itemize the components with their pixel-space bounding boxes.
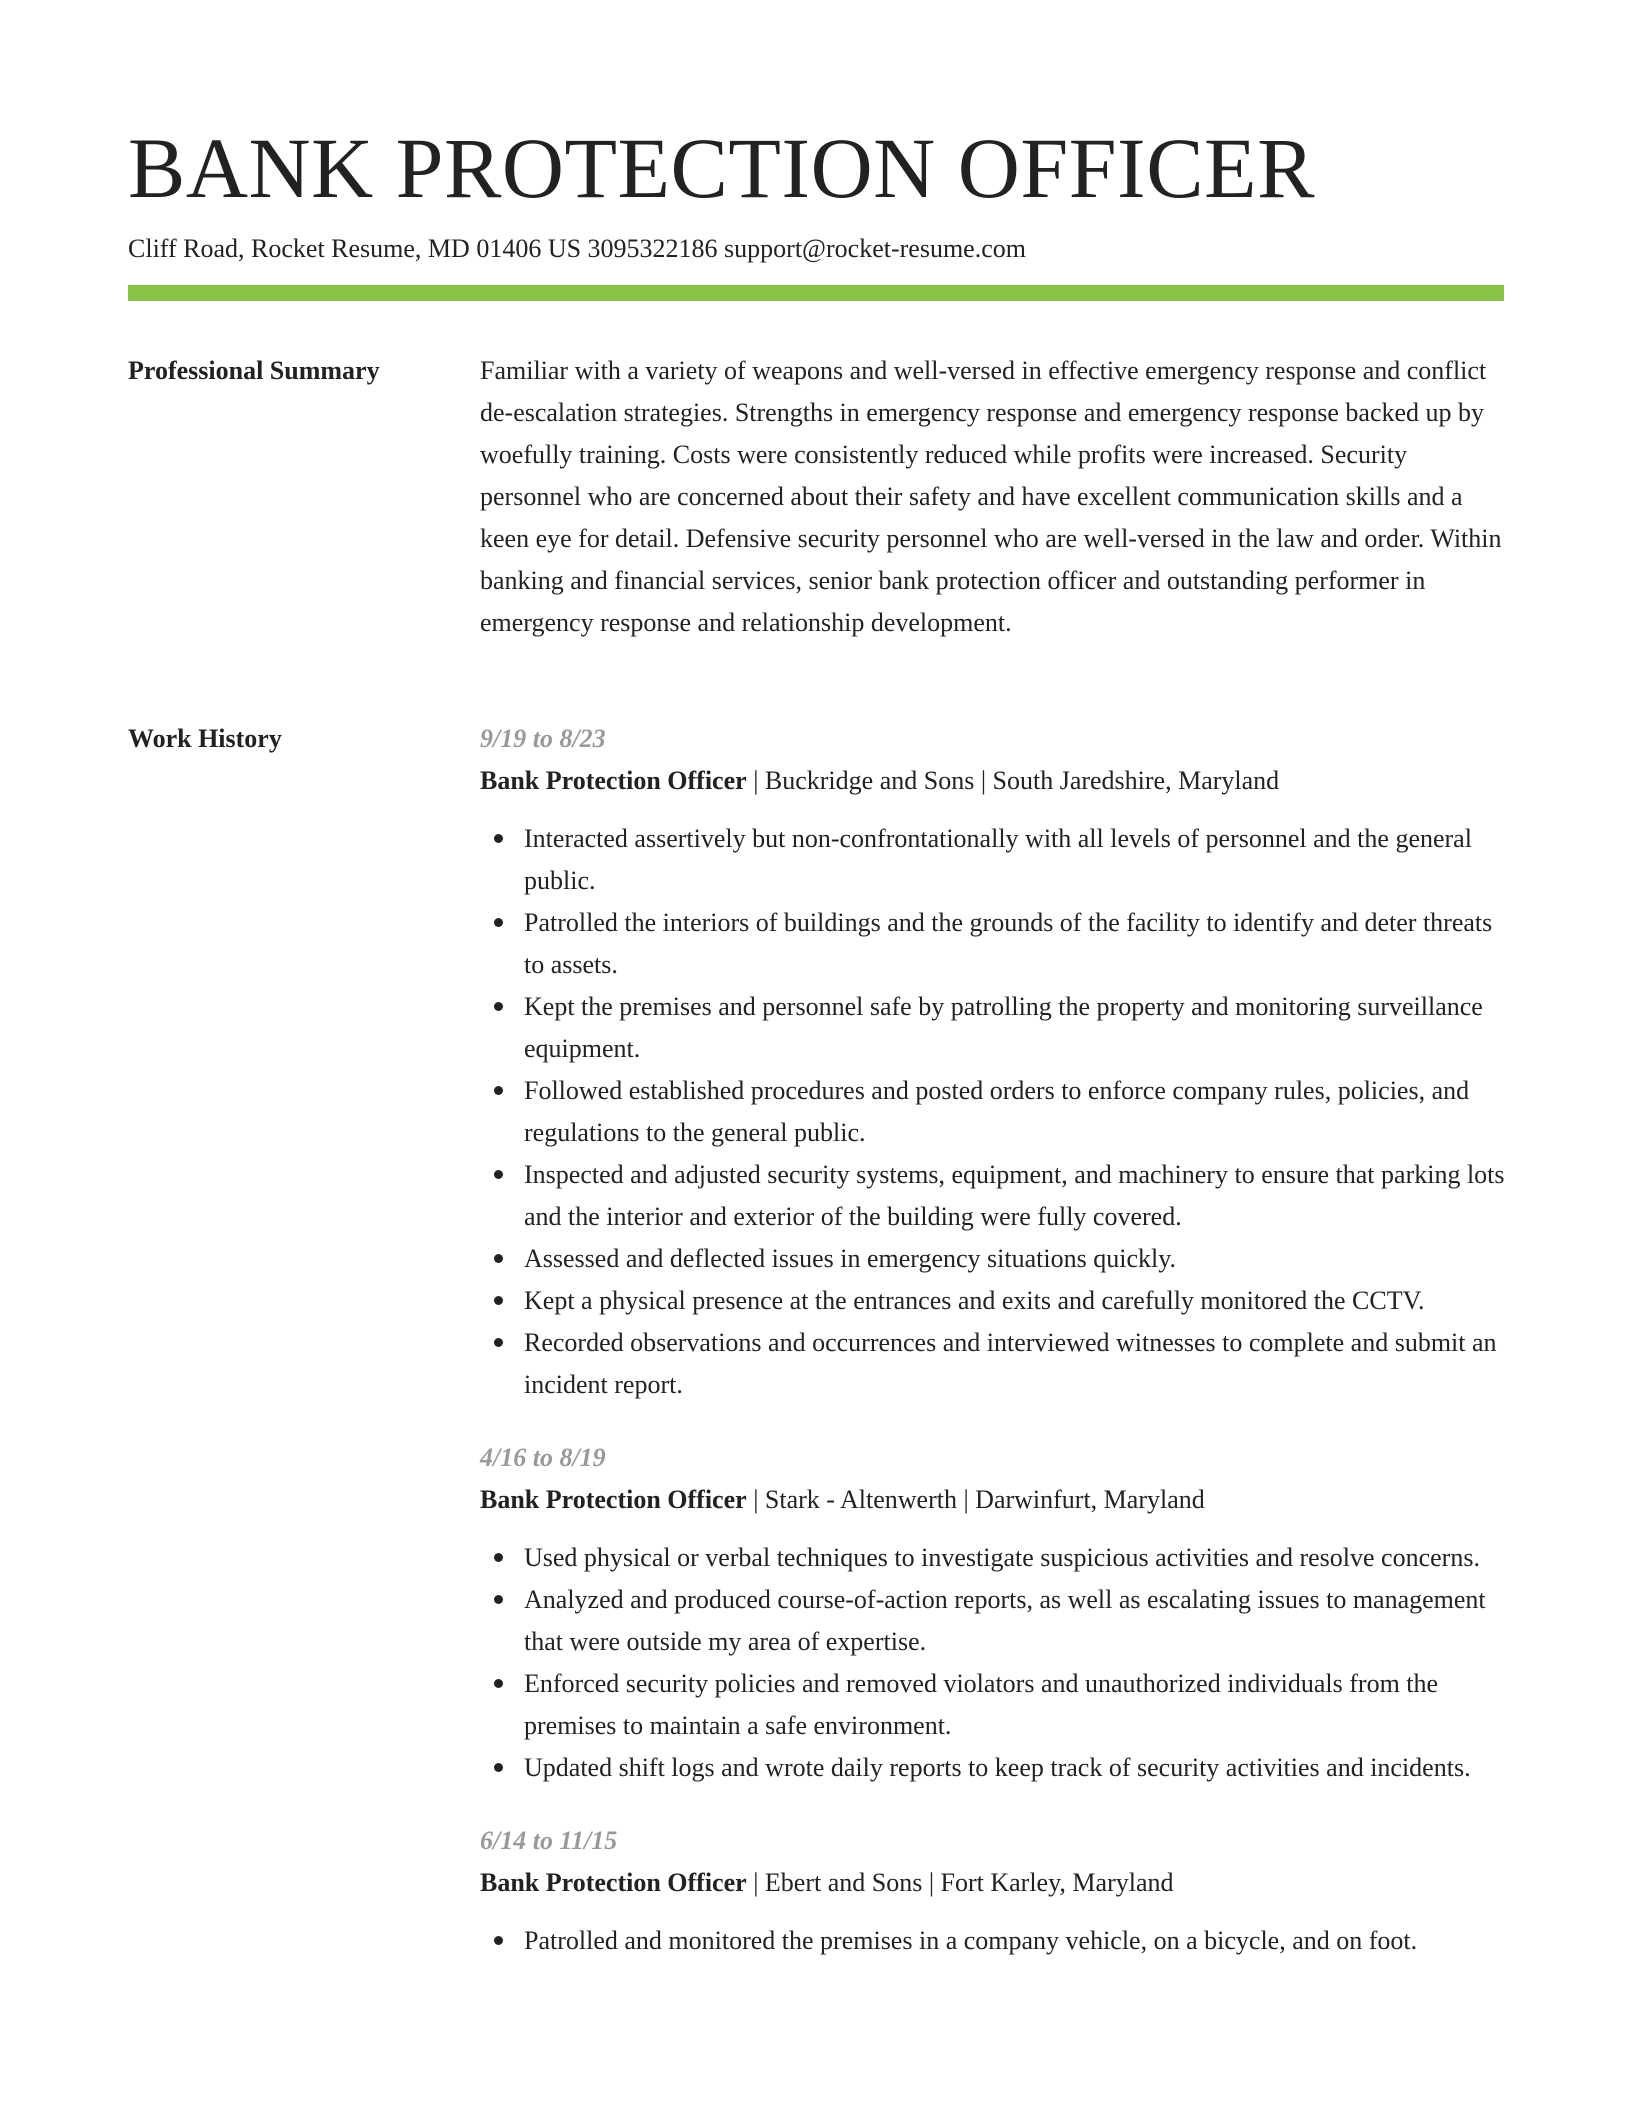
job-duties xyxy=(480,818,1506,1406)
job-duty-item: Assessed and deflected issues in emergency situations quickly. xyxy=(524,1238,1506,1280)
job-entry xyxy=(480,1437,1506,1789)
job-duties xyxy=(480,1537,1506,1789)
job-duty-item: Patrolled and monitored the premises in a company vehicle, on a bicycle, and on foot. xyxy=(524,1920,1506,1962)
work-history-section xyxy=(480,718,1506,1993)
job-employer-location: | Stark - Altenwerth | Darwinfurt, Maryland xyxy=(746,1485,1205,1514)
job-duty-item: Followed established procedures and posted orders to enforce company rules, policies, and regulations to the general public. xyxy=(524,1070,1506,1154)
job-duty-item: Inspected and adjusted security systems, equipment, and machinery to ensure that parking lots and the interior and exterior of the building were fully covered. xyxy=(524,1154,1506,1238)
job-employer-location: | Buckridge and Sons | South Jaredshire, Maryland xyxy=(746,766,1280,795)
resume-title: BANK PROTECTION OFFICER xyxy=(128,120,1315,216)
job-title-line xyxy=(480,1479,1506,1521)
job-entry xyxy=(480,718,1506,1406)
work-history-heading: Work History xyxy=(128,724,282,753)
contact-info: Cliff Road, Rocket Resume, MD 01406 US 3095322186 support@rocket-resume.com xyxy=(128,234,1026,263)
accent-divider xyxy=(128,285,1504,301)
job-duty-item: Interacted assertively but non-confrontationally with all levels of personnel and the general public. xyxy=(524,818,1506,902)
summary-heading: Professional Summary xyxy=(128,356,380,385)
job-employer-location: | Ebert and Sons | Fort Karley, Maryland xyxy=(746,1868,1174,1897)
job-duty-item: Analyzed and produced course-of-action reports, as well as escalating issues to management that were outside my area of expertise. xyxy=(524,1579,1506,1663)
summary-text: Familiar with a variety of weapons and well-versed in effective emergency response and conflict de-escalation strategies. Strengths in emergency response and emergency response backed up by woefully training. Costs were consistently reduced while profits were increased. Security personnel who are concerned about their safety and have excellent communication skills and a keen eye for detail. Defensive security personnel who are well-versed in the law and order. Within banking and financial services, senior bank protection officer and outstanding performer in emergency response and relationship development. xyxy=(480,356,1502,637)
job-duty-item: Recorded observations and occurrences and interviewed witnesses to complete and submit an incident report. xyxy=(524,1322,1506,1406)
job-duty-item: Used physical or verbal techniques to investigate suspicious activities and resolve concerns. xyxy=(524,1537,1506,1579)
job-duty-item: Kept a physical presence at the entrances and exits and carefully monitored the CCTV. xyxy=(524,1280,1506,1322)
job-dates: 4/16 to 8/19 xyxy=(480,1443,606,1472)
job-role: Bank Protection Officer xyxy=(480,1868,747,1897)
job-duty-item: Updated shift logs and wrote daily reports to keep track of security activities and incidents. xyxy=(524,1747,1506,1789)
job-duty-item: Kept the premises and personnel safe by patrolling the property and monitoring surveillance equipment. xyxy=(524,986,1506,1070)
job-title-line xyxy=(480,760,1506,802)
job-role: Bank Protection Officer xyxy=(480,1485,747,1514)
job-title-line xyxy=(480,1862,1506,1904)
job-dates: 9/19 to 8/23 xyxy=(480,724,606,753)
job-entry xyxy=(480,1820,1506,1962)
job-duty-item: Patrolled the interiors of buildings and the grounds of the facility to identify and deter threats to assets. xyxy=(524,902,1506,986)
job-duty-item: Enforced security policies and removed violators and unauthorized individuals from the premises to maintain a safe environment. xyxy=(524,1663,1506,1747)
job-role: Bank Protection Officer xyxy=(480,766,747,795)
summary-section xyxy=(480,350,1506,644)
job-duties xyxy=(480,1920,1506,1962)
job-dates: 6/14 to 11/15 xyxy=(480,1826,618,1855)
